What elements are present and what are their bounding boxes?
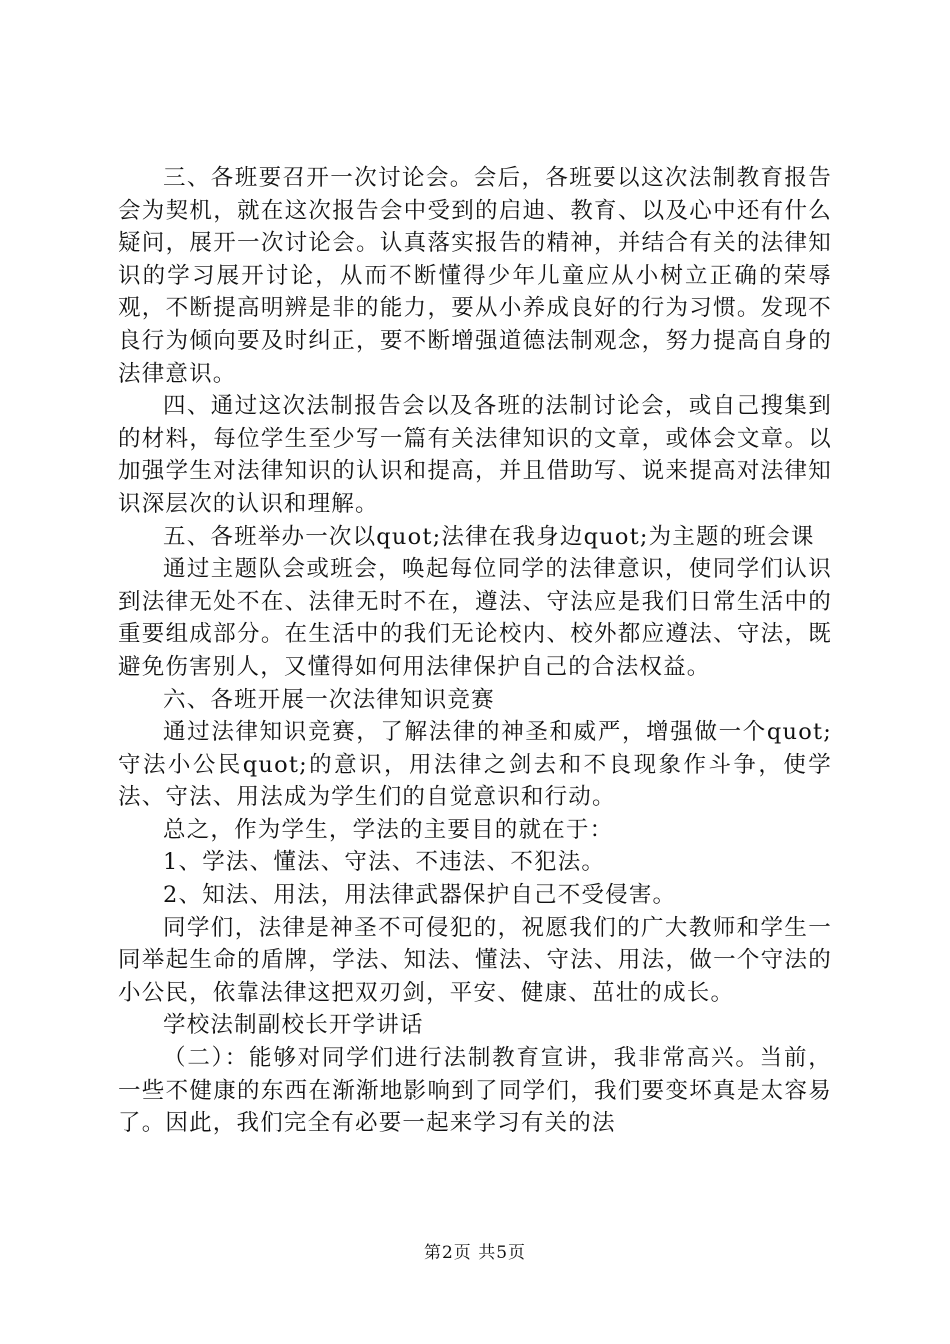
page-number-footer: 第2页 共5页 bbox=[423, 1243, 527, 1263]
paragraph-speech-two: （二）：能够对同学们进行法制教育宣讲，我非常高兴。当前，一些不健康的东西在渐渐地影响到了同学们，我们要变坏真是太容易了。因此，我们完全有必要一起来学习有关的法 bbox=[118, 1045, 832, 1137]
paragraph-section-five-heading: 五、各班举办一次以quot;法律在我身边quot;为主题的班会课 bbox=[163, 523, 815, 550]
paragraph-summary-intro: 总之，作为学生，学法的主要目的就在于： bbox=[163, 816, 614, 843]
paragraph-closing: 同学们，法律是神圣不可侵犯的，祝愿我们的广大教师和学生一同举起生命的盾牌，学法、知法、懂法、守法、用法，做一个守法的小公民，依靠法律这把双刃剑，平安、健康、茁壮的成长。 bbox=[118, 914, 832, 1006]
paragraph-section-six-heading: 六、各班开展一次法律知识竞赛 bbox=[163, 686, 495, 713]
paragraph-section-three: 三、各班要召开一次讨论会。会后，各班要以这次法制教育报告会为契机，就在这次报告会中受到的启迪、教育、以及心中还有什么疑问，展开一次讨论会。认真落实报告的精神，并结合有关的法律知识的学习展开讨论，从而不断懂得少年儿童应从小树立正确的荣辱观，不断提高明辨是非的能力，要从小养成良好的行为习惯。发现不良行为倾向要及时纠正，要不断增强道德法制观念，努力提高自身的法律意识。 bbox=[118, 165, 832, 387]
paragraph-section-six-body: 通过法律知识竞赛，了解法律的神圣和威严，增强做一个quot;守法小公民quot;的意识，用法律之剑去和不良现象作斗争，使学法、守法、用法成为学生们的自觉意识和行动。 bbox=[118, 719, 832, 811]
document-body bbox=[118, 162, 832, 1140]
paragraph-summary-item-1: 1、学法、懂法、守法、不违法、不犯法。 bbox=[163, 849, 606, 876]
paragraph-section-five-body: 通过主题队会或班会，唤起每位同学的法律意识，使同学们认识到法律无处不在、法律无时不在，遵法、守法应是我们日常生活中的重要组成部分。在生活中的我们无论校内、校外都应遵法、守法，既避免伤害别人，又懂得如何用法律保护自己的合法权益。 bbox=[118, 556, 832, 680]
paragraph-summary-item-2: 2、知法、用法，用法律武器保护自己不受侵害。 bbox=[163, 882, 677, 909]
paragraph-section-four: 四、通过这次法制报告会以及各班的法制讨论会，或自己搜集到的材料，每位学生至少写一篇有关法律知识的文章，或体会文章。以加强学生对法律知识的认识和提高，并且借助写、说来提高对法律知识深层次的认识和理解。 bbox=[118, 393, 832, 517]
paragraph-speech-title: 学校法制副校长开学讲话 bbox=[163, 1012, 424, 1039]
